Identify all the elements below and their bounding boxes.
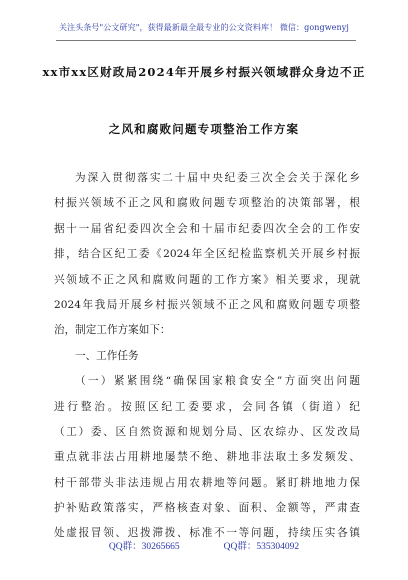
body-line: 处虚报冒领、迟拨滞拨、标准不一等问题，持续压实各镇 <box>54 527 360 540</box>
body-line: 据十一届省纪委四次全会和十届市纪委四次全会的工作安 <box>54 222 360 235</box>
body-line: 排，结合区纪工委《2024年全区纪检监察机关开展乡村振 <box>54 248 360 261</box>
body-line: 进行整治。按照区纪工委要求，会同各镇（街道）纪 <box>54 400 360 413</box>
document-title-line-1: xx市xx区财政局2024年开展乡村振兴领域群众身边不正 <box>42 65 366 79</box>
body-line: 村振兴领域不正之风和腐败问题专项整治的决策部署，根 <box>54 197 360 210</box>
body-line: 重点就非法占用耕地屡禁不绝、耕地非法取土多发频发、 <box>54 451 360 464</box>
body-line: 村干部带头非法违规占用农耕地等问题。紧盯耕地地力保 <box>54 476 360 489</box>
body-line: 治，制定工作方案如下： <box>54 324 171 337</box>
header-divider <box>56 40 356 41</box>
document-body <box>54 166 360 547</box>
footer-contacts <box>0 538 408 552</box>
body-line: 2024年我局开展乡村振兴领域不正之风和腐败问题专项整 <box>54 298 360 311</box>
body-line: 为深入贯彻落实二十届中央纪委三次全会关于深化乡 <box>75 172 360 184</box>
document-title-line-2: 之风和腐败问题专项整治工作方案 <box>108 122 300 136</box>
body-line: 兴领域不正之风和腐败问题的工作方案》相关要求，现就 <box>54 273 360 286</box>
header-banner: 关注头条号"公文研究"，获得最新最全最专业的公文资料库！ 微信：gongwenyj <box>59 23 349 32</box>
body-line: （工）委、区自然资源和规划分局、区农综办、区发改局 <box>54 425 360 438</box>
body-line: （一）紧紧围绕“确保国家粮食安全”方面突出问题 <box>75 375 360 388</box>
footer-qq-group-2: QQ群：535304092 <box>223 542 300 552</box>
body-line: 护补贴政策落实，严格核查对象、面积、金额等，严肃查 <box>54 502 360 515</box>
section-heading: 一、工作任务 <box>75 349 139 362</box>
footer-qq-group-1: QQ群：30265665 <box>108 542 180 552</box>
